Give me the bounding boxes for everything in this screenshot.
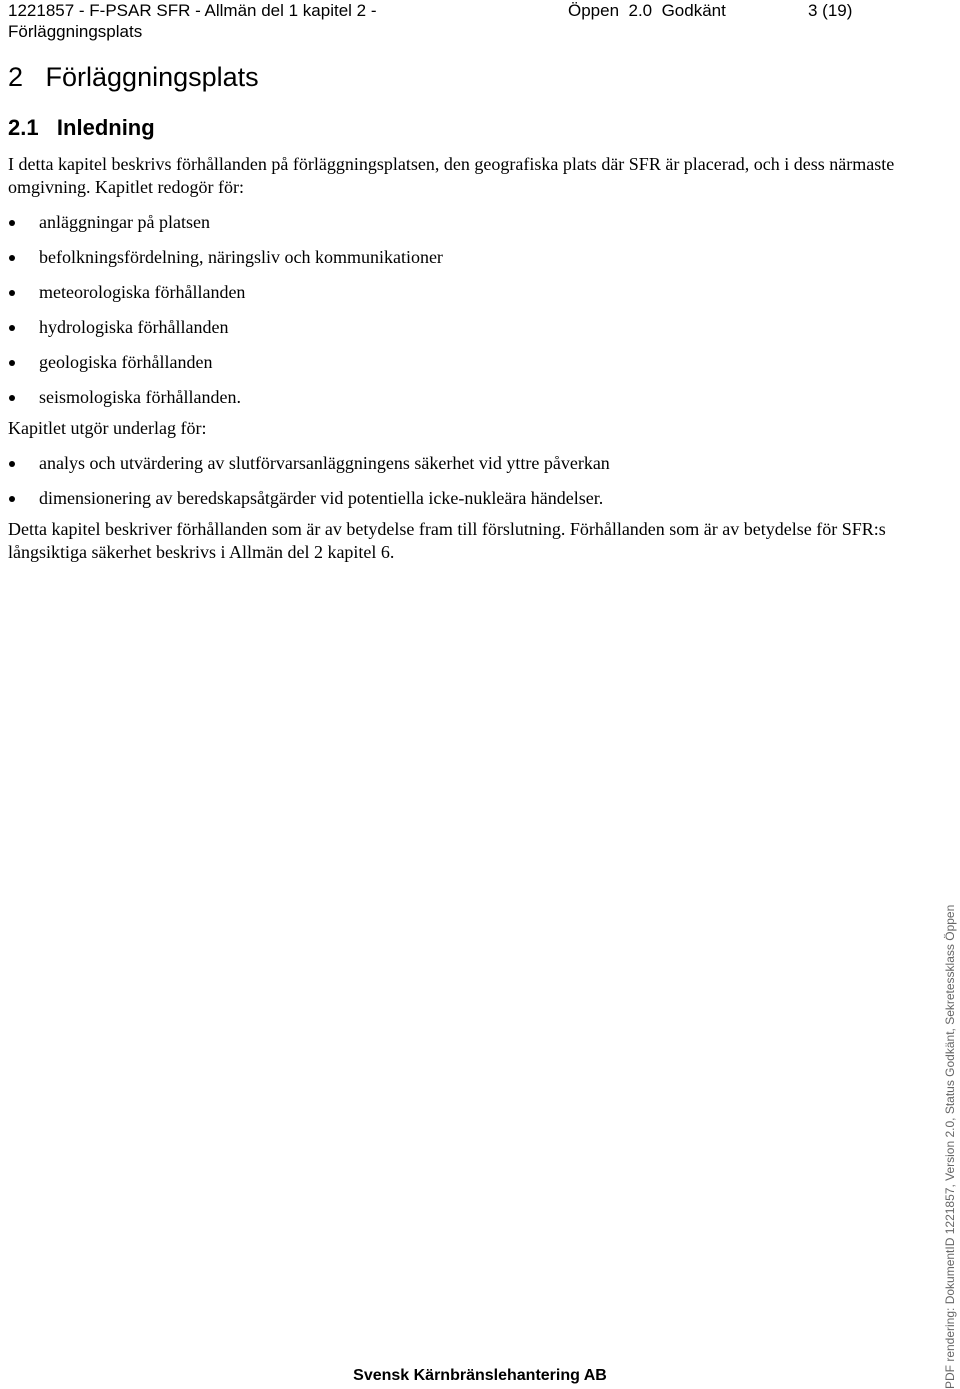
page-header bbox=[8, 0, 908, 44]
list-item bbox=[8, 452, 908, 475]
section-heading: 2.1 Inledning bbox=[8, 115, 155, 140]
list-item bbox=[8, 386, 908, 409]
basis-paragraph: Kapitlet utgör underlag för: bbox=[8, 418, 207, 438]
list-item-text: seismologiska förhållanden. bbox=[39, 387, 241, 407]
topics-list bbox=[8, 211, 908, 409]
bullet-icon bbox=[9, 290, 15, 296]
company-footer: Svensk Kärnbränslehantering AB bbox=[353, 1367, 607, 1384]
pdf-rendering-note: PDF rendering: DokumentID 1221857, Version 2.0, Status Godkänt, Sekretessklass Öppen bbox=[943, 904, 957, 1389]
list-item bbox=[8, 316, 908, 339]
bullet-icon bbox=[9, 255, 15, 261]
document-reference: 1221857 - F-PSAR SFR - Allmän del 1 kapitel 2 - Förläggningsplats bbox=[8, 1, 377, 41]
document-body bbox=[8, 153, 908, 564]
basis-list bbox=[8, 452, 908, 510]
list-item-text: meteorologiska förhållanden bbox=[39, 282, 246, 302]
list-item bbox=[8, 211, 908, 234]
list-item bbox=[8, 487, 908, 510]
page-number: 3 (19) bbox=[808, 1, 853, 20]
intro-paragraph: I detta kapitel beskrivs förhållanden på förläggningsplatsen, den geografiska plats där SFR är placerad, och i dess närmaste omgivning. Kapitlet redogör för: bbox=[8, 154, 895, 197]
closing-paragraph: Detta kapitel beskriver förhållanden som är av betydelse fram till förslutning. Förhållanden som är av betydelse för SFR:s långsiktiga säkerhet beskrivs i Allmän del 2 kapitel 6. bbox=[8, 519, 886, 562]
list-item-text: befolkningsfördelning, näringsliv och kommunikationer bbox=[39, 247, 443, 267]
bullet-icon bbox=[9, 325, 15, 331]
list-item bbox=[8, 246, 908, 269]
list-item-text: dimensionering av beredskapsåtgärder vid potentiella icke-nukleära händelser. bbox=[39, 488, 604, 508]
list-item bbox=[8, 281, 908, 304]
bullet-icon bbox=[9, 360, 15, 366]
list-item-text: analys och utvärdering av slutförvarsanläggningens säkerhet vid yttre påverkan bbox=[39, 453, 610, 473]
list-item bbox=[8, 351, 908, 374]
list-item-text: hydrologiska förhållanden bbox=[39, 317, 229, 337]
bullet-icon bbox=[9, 496, 15, 502]
list-item-text: anläggningar på platsen bbox=[39, 212, 210, 232]
document-status: Öppen 2.0 Godkänt bbox=[568, 1, 726, 20]
bullet-icon bbox=[9, 395, 15, 401]
bullet-icon bbox=[9, 220, 15, 226]
list-item-text: geologiska förhållanden bbox=[39, 352, 213, 372]
chapter-heading: 2 Förläggningsplats bbox=[8, 62, 259, 92]
bullet-icon bbox=[9, 461, 15, 467]
